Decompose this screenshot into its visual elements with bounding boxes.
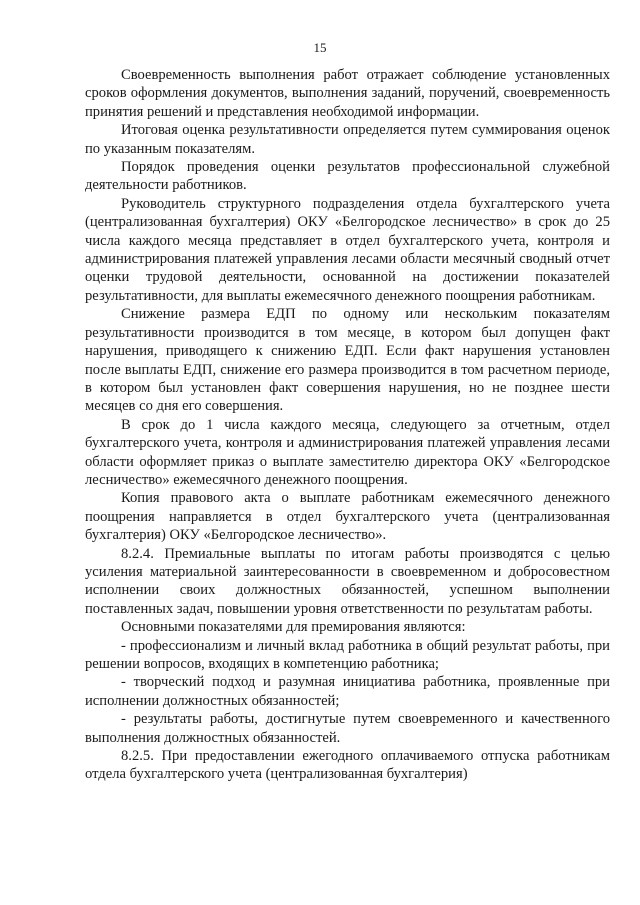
paragraph-final-assessment: Итоговая оценка результативности определяется путем суммирования оценок по указанным показателям.	[85, 122, 610, 157]
paragraph-order-deadline: В срок до 1 числа каждого месяца, следующего за отчетным, отдел бухгалтерского учета, контроля и администрирования платежей управления лесами области оформляет приказ о выплате заместителю директора ОКУ «Белгородское лесничество» ежемесячного денежного поощрения.	[85, 416, 610, 488]
paragraph-evaluation-procedure: Порядок проведения оценки результатов профессиональной служебной деятельности работников.	[85, 159, 610, 194]
paragraph-edp-reduction: Снижение размера ЕДП по одному или нескольким показателям результативности производится в том месяце, в котором был допущен факт нарушения, приводящего к снижению ЕДП. Если факт нарушения установлен после выплаты ЕДП, снижение его размера производится в том расчетном периоде, в котором был установлен факт совершения нарушения, но не позднее шести месяцев со дня его совершения.	[85, 306, 610, 415]
paragraph-bonus-payments: 8.2.4. Премиальные выплаты по итогам работы производятся с целью усиления материальной заинтересованности в своевременном и добросовестном исполнении своих должностных обязанностей, успешном выполнении поставленных задач, повышении уровня ответственности по результатам работы.	[85, 545, 610, 617]
list-item-creativity: - творческий подход и разумная инициатива работника, проявленные при исполнении должностных обязанностей;	[85, 674, 610, 709]
paragraph-bonus-indicators: Основными показателями для премирования являются:	[121, 619, 466, 636]
page-number: 15	[313, 40, 327, 55]
paragraph-monthly-report: Руководитель структурного подразделения отдела бухгалтерского учета (централизованная бухгалтерия) ОКУ «Белгородское лесничество» в срок до 25 числа каждого месяца представляет в отдел бухгалтерского учета, контроля и администрирования платежей управления лесами области месячный сводный отчет оценки трудовой деятельности, основанной на достижении показателей результативности, для выплаты ежемесячного денежного поощрения работникам.	[85, 195, 610, 304]
document-body	[85, 66, 610, 784]
list-item-professionalism: - профессионализм и личный вклад работника в общий результат работы, при решении вопросов, входящих в компетенцию работника;	[85, 637, 610, 672]
paragraph-annual-leave: 8.2.5. При предоставлении ежегодного оплачиваемого отпуска работникам отдела бухгалтерского учета (централизованная бухгалтерия)	[85, 748, 610, 783]
paragraph-legal-act-copy: Копия правового акта о выплате работникам ежемесячного денежного поощрения направляется в отдел бухгалтерского учета (централизованная бухгалтерия) ОКУ «Белгородское лесничество».	[85, 490, 610, 544]
list-item-results: - результаты работы, достигнутые путем своевременного и качественного выполнения должностных обязанностей.	[85, 711, 610, 746]
paragraph-timeliness: Своевременность выполнения работ отражает соблюдение установленных сроков оформления документов, выполнения заданий, поручений, своевременность принятия решений и представления необходимой информации.	[85, 67, 610, 120]
